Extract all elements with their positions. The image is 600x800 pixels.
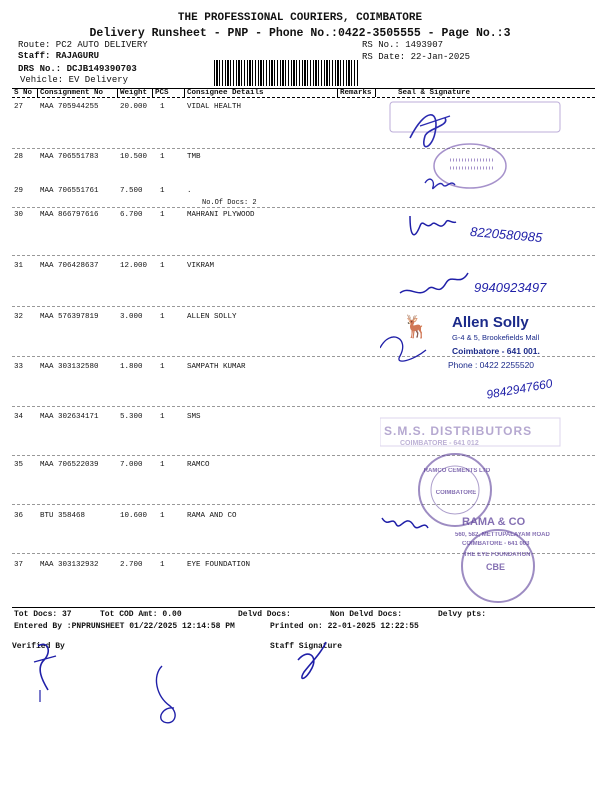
row-31-weight: 12.000	[120, 262, 148, 270]
vehicle: Vehicle: EV Delivery	[20, 75, 129, 85]
row-30-consignee: MAHRANI PLYWOOD	[187, 211, 255, 219]
col-seal: Seal & Signature	[398, 89, 471, 97]
row-29-consignee: .	[187, 187, 192, 195]
verified-loop	[156, 666, 175, 723]
rama-stamp: RAMA & CO	[462, 516, 526, 528]
row-32-sno: 32	[14, 313, 24, 321]
staff: Staff: RAJAGURU	[18, 51, 100, 61]
row-37-sno: 37	[14, 561, 24, 569]
col-pcs: PCS	[155, 89, 169, 97]
row29-signature	[425, 179, 455, 188]
row-33-weight: 1.800	[120, 363, 143, 371]
row-32-cno: MAA 576397819	[40, 313, 99, 321]
row32-signature	[380, 337, 426, 361]
row-28-sno: 28	[14, 153, 24, 161]
row-30-cno: MAA 866797616	[40, 211, 99, 219]
row-34-weight: 5.300	[120, 413, 143, 421]
verified-by: Verified By	[12, 642, 65, 651]
tot-docs: Tot Docs: 37	[14, 610, 72, 619]
rs-number: RS No.: 1493907	[362, 40, 444, 50]
row-31-cno: MAA 706428637	[40, 262, 99, 270]
row-30-sno: 30	[14, 211, 24, 219]
barcode	[214, 60, 358, 86]
row-27-sno: 27	[14, 103, 24, 111]
row-33-sno: 33	[14, 363, 24, 371]
row-28-consignee: TMB	[187, 153, 201, 161]
row-28-weight: 10.500	[120, 153, 148, 161]
route: Route: PC2 AUTO DELIVERY	[18, 40, 148, 50]
company-title: THE PROFESSIONAL COURIERS, COIMBATORE	[177, 12, 423, 24]
row-32-pcs: 1	[160, 313, 165, 321]
row-34-cno: MAA 302634171	[40, 413, 99, 421]
rama-city: COIMBATORE - 641 003	[462, 541, 530, 547]
non-delvd-docs: Non Delvd Docs:	[330, 610, 403, 619]
row-34-pcs: 1	[160, 413, 165, 421]
row-31-pcs: 1	[160, 262, 165, 270]
row-32-consignee: ALLEN SOLLY	[187, 313, 237, 321]
printed-on: Printed on: 22-01-2025 12:22:55	[270, 622, 419, 631]
verified-signature	[38, 644, 48, 690]
row-31-sno: 31	[14, 262, 24, 270]
row-36-pcs: 1	[160, 512, 165, 520]
row36-signature	[382, 518, 428, 528]
row30-handwritten-phone: 8220580985	[469, 223, 543, 246]
allen-addr2: Coimbatore - 641 001.	[452, 346, 540, 356]
row-33-consignee: SAMPATH KUMAR	[187, 363, 246, 371]
row-34-consignee: SMS	[187, 413, 201, 421]
row-35-weight: 7.000	[120, 461, 143, 469]
footer-signatures	[0, 630, 600, 740]
row33-handwritten-phone: 9842947660	[485, 376, 554, 402]
row30-signature	[410, 216, 456, 235]
allen-phone: Phone : 0422 2255520	[448, 360, 535, 370]
allen-addr1: G-4 & 5, Brookefields Mall	[452, 333, 540, 342]
sms-stamp: S.M.S. DISTRIBUTORS	[384, 424, 533, 438]
row-32-weight: 3.000	[120, 313, 143, 321]
delvd-docs: Delvd Docs:	[238, 610, 291, 619]
row-29-sno: 29	[14, 187, 24, 195]
delvy-pts: Delvy pts:	[438, 610, 487, 619]
row-27-cno: MAA 705944255	[40, 103, 99, 111]
eye-name: THE EYE FOUNDATION	[463, 552, 531, 558]
row28-stamp	[434, 144, 506, 188]
row-28-pcs: 1	[160, 153, 165, 161]
allen-logo-icon: 🦌	[402, 314, 430, 339]
sms-city: COIMBATORE - 641 012	[400, 440, 479, 447]
ramco-city: COIMBATORE	[435, 490, 477, 496]
row-35-pcs: 1	[160, 461, 165, 469]
row-34-sno: 34	[14, 413, 24, 421]
row-35-consignee: RAMCO	[187, 461, 210, 469]
row-37-cno: MAA 303132932	[40, 561, 99, 569]
row-37-consignee: EYE FOUNDATION	[187, 561, 251, 569]
rama-addr: 560, 582, METTUPALAYAM ROAD	[455, 532, 550, 538]
row-29-cno: MAA 706551761	[40, 187, 99, 195]
rs-date: RS Date: 22-Jan-2025	[362, 52, 471, 62]
row-36-weight: 10.600	[120, 512, 148, 520]
row-27-weight: 20.000	[120, 103, 148, 111]
row-29-pcs: 1	[160, 187, 165, 195]
col-consignee: Consignee Details	[187, 89, 264, 97]
row29-note: No.Of Docs: 2	[202, 199, 257, 207]
row-31-consignee: VIKRAM	[187, 262, 215, 270]
row-36-consignee: RAMA AND CO	[187, 512, 237, 520]
row-30-weight: 6.700	[120, 211, 143, 219]
tot-cod: Tot COD Amt: 0.00	[100, 610, 182, 619]
ramco-name: RAMCO CEMENTS LTD	[423, 468, 491, 474]
row-33-pcs: 1	[160, 363, 165, 371]
row-30-pcs: 1	[160, 211, 165, 219]
eye-code: CBE	[486, 562, 506, 572]
row-33-cno: MAA 303132580	[40, 363, 99, 371]
drs-number: DRS No.: DCJB149390703	[18, 64, 137, 74]
row-29-weight: 7.500	[120, 187, 143, 195]
row31-signature	[400, 273, 468, 293]
row-35-sno: 35	[14, 461, 24, 469]
col-consignment: Consignment No	[40, 89, 104, 97]
col-sno: S No	[14, 89, 33, 97]
allen-brand: Allen Solly	[452, 314, 529, 331]
entered-by: Entered By :PNPRUNSHEET 01/22/2025 12:14:58 PM	[14, 622, 235, 631]
col-weight: Weight	[120, 89, 148, 97]
runsheet-subtitle: Delivery Runsheet - PNP - Phone No.:0422-3505555 - Page No.:3	[89, 27, 511, 40]
row-35-cno: MAA 706522039	[40, 461, 99, 469]
row31-handwritten-phone: 9940923497	[474, 280, 547, 295]
row-36-sno: 36	[14, 512, 24, 520]
row-37-pcs: 1	[160, 561, 165, 569]
staff-signature: Staff Signature	[270, 642, 343, 651]
row-37-weight: 2.700	[120, 561, 143, 569]
row-28-cno: MAA 706551783	[40, 153, 99, 161]
row-27-pcs: 1	[160, 103, 165, 111]
row-27-consignee: VIDAL HEALTH	[187, 103, 242, 111]
row-36-cno: BTU 358468	[40, 512, 86, 520]
staff-sig-mark	[298, 642, 326, 678]
col-remarks: Remarks	[340, 89, 372, 97]
